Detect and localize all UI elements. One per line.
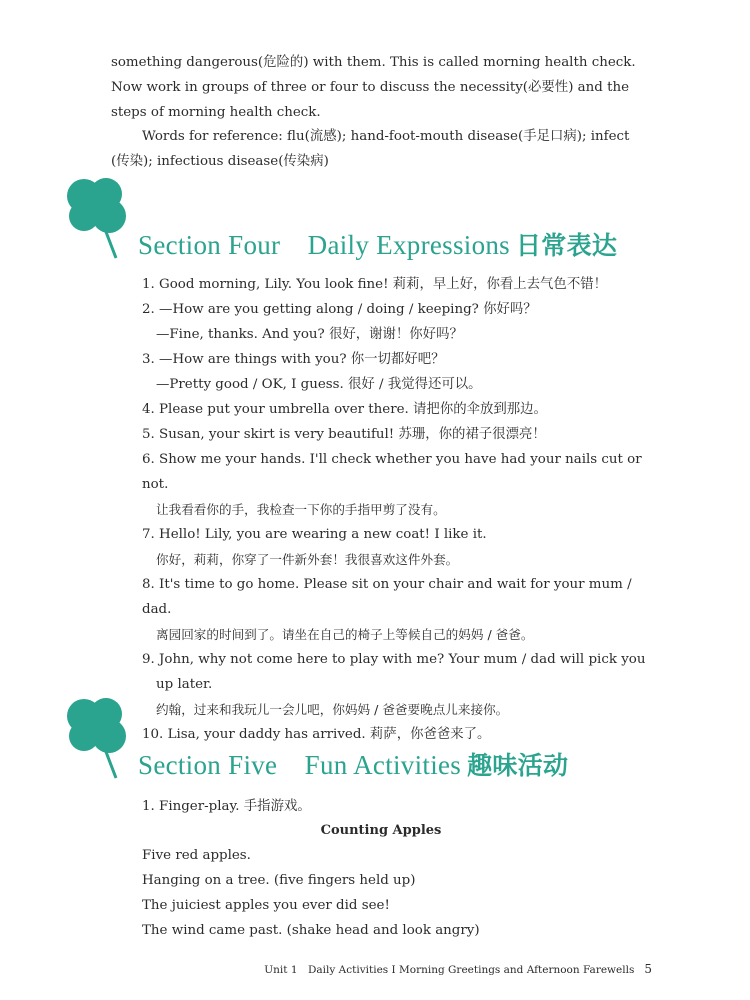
- clover-icon: [62, 176, 138, 262]
- poem-line: Hanging on a tree. (five fingers held up): [142, 873, 416, 888]
- expression-item: 4. Please put your umbrella over there. 请把你的伞放到那边。: [142, 402, 547, 417]
- clover-icon: [62, 696, 138, 782]
- poem-line: The juiciest apples you ever did see!: [142, 898, 390, 913]
- section-four-title: [138, 223, 617, 262]
- poem-line: The wind came past. (shake head and look angry): [142, 923, 480, 938]
- finger-play-item: 1. Finger-play. 手指游戏。: [142, 799, 311, 814]
- section-five-header: [62, 696, 682, 786]
- expression-continuation: 约翰，过来和我玩儿一会儿吧，你妈妈 / 爸爸要晚点儿来接你。: [156, 702, 509, 717]
- section-four-title-en: Section Four Daily Expressions: [138, 230, 510, 260]
- daily-expressions-list: [142, 272, 662, 747]
- section-four-title-cn: 日常表达: [515, 231, 618, 260]
- expression-continuation: 离园回家的时间到了。请坐在自己的椅子上等候自己的妈妈 / 爸爸。: [156, 627, 534, 642]
- poem: [142, 843, 662, 943]
- expression-item: 7. Hello! Lily, you are wearing a new coat! I like it.: [142, 527, 487, 542]
- section-five-title-cn: 趣味活动: [467, 751, 569, 780]
- section-four-header: [62, 176, 682, 266]
- section-five-title: [138, 743, 568, 782]
- expression-item: 6. Show me your hands. I'll check whether you have had your nails cut or not.: [142, 452, 642, 492]
- expression-continuation: 让我看看你的手，我检查一下你的手指甲剪了没有。: [156, 502, 446, 517]
- expression-item: 5. Susan, your skirt is very beautiful! 苏珊，你的裙子很漂亮！: [142, 427, 546, 442]
- footer-text: Unit 1 Daily Activities Ⅰ Morning Greetings and Afternoon Farewells: [264, 964, 635, 976]
- expression-item: 1. Good morning, Lily. You look fine! 莉莉，早上好，你看上去气色不错！: [142, 277, 607, 292]
- expression-item: 2. —How are you getting along / doing / keeping? 你好吗？: [142, 302, 537, 317]
- expression-continuation: 你好，莉莉，你穿了一件新外套！我很喜欢这件外套。: [156, 552, 459, 567]
- intro-paragraph: something dangerous(危险的) with them. This is called morning health check. Now work in groups of three or four to discuss the necessity(必要性) and the steps of morning health check.: [111, 55, 636, 120]
- poem-line: Five red apples.: [142, 848, 251, 863]
- expression-item: 8. It's time to go home. Please sit on your chair and wait for your mum / dad.: [142, 577, 632, 617]
- page-number: 5: [644, 962, 652, 976]
- words-for-reference: Words for reference: flu(流感); hand-foot-mouth disease(手足口病); infect (传染); infectious disease(传染病): [111, 129, 630, 169]
- expression-continuation: up later.: [156, 677, 213, 692]
- poem-title: Counting Apples: [320, 823, 442, 838]
- page-footer: [264, 962, 652, 977]
- expression-continuation: —Pretty good / OK, I guess. 很好 / 我觉得还可以。: [156, 377, 482, 392]
- expression-continuation: —Fine, thanks. And you? 很好，谢谢！你好吗？: [156, 327, 463, 342]
- expression-item: 3. —How are things with you? 你一切都好吧？: [142, 352, 445, 367]
- section-five-title-en: Section Five Fun Activities: [138, 750, 462, 780]
- expression-item: 9. John, why not come here to play with me? Your mum / dad will pick you: [142, 652, 646, 667]
- expression-item: 10. Lisa, your daddy has arrived. 莉萨，你爸爸来了。: [142, 727, 491, 742]
